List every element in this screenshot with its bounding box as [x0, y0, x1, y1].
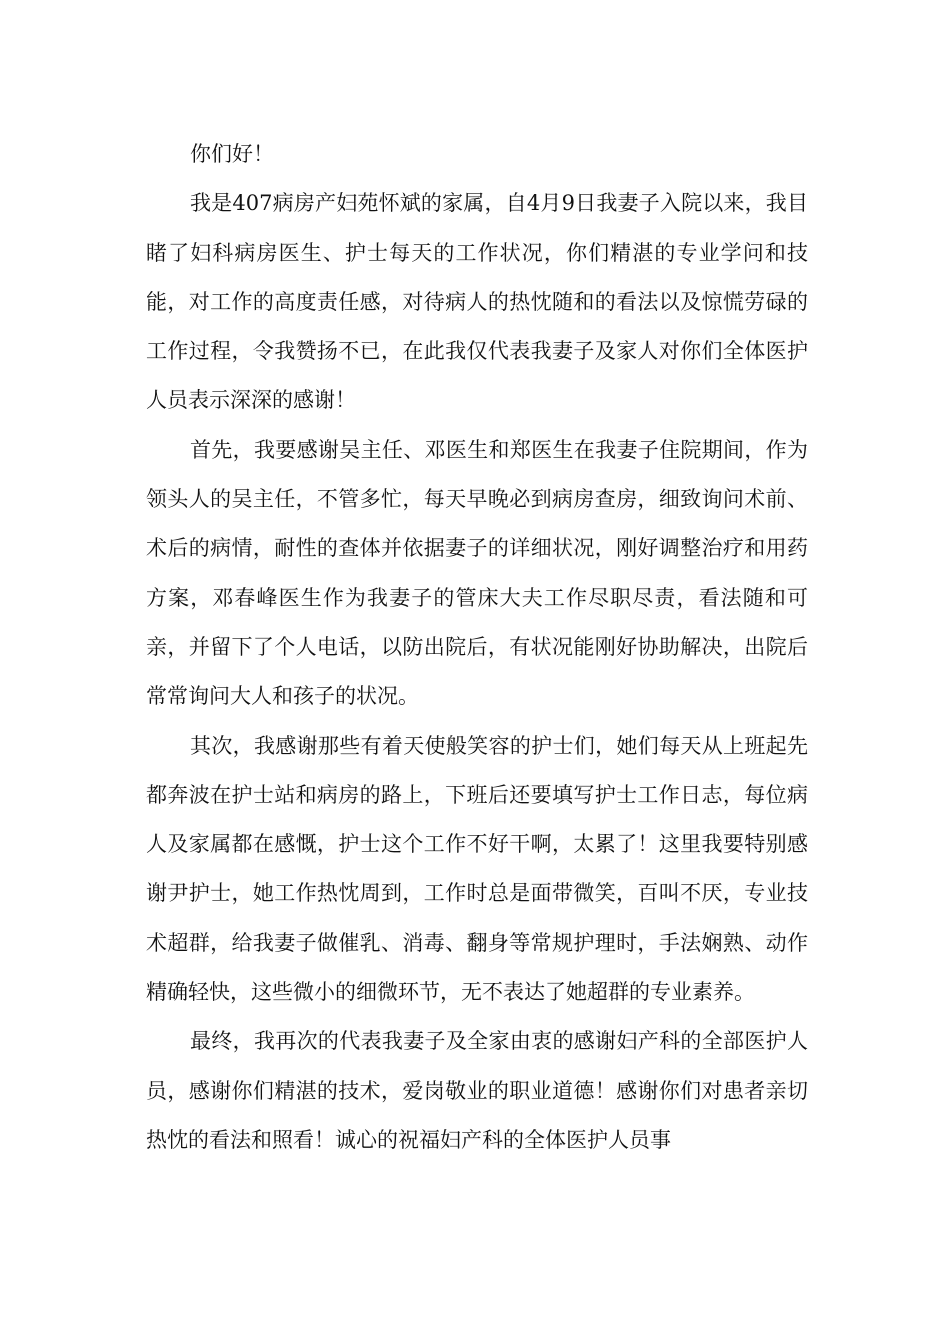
greeting: 你们好！	[190, 142, 274, 166]
paragraph-1: 我是407病房产妇苑怀斌的家属，自4月9日我妻子入院以来，我目睹了妇科病房医生、护士每天的工作状况，你们精湛的专业学问和技能，对工作的高度责任感，对待病人的热忱随和的看法以及惊慌劳碌的工作过程，令我赞扬不已，在此我仅代表我妻子及家人对你们全体医护人员表示深深的感谢！	[146, 191, 808, 413]
letter-body	[146, 130, 808, 1165]
paragraph-3: 其次，我感谢那些有着天使般笑容的护士们，她们每天从上班起先都奔波在护士站和病房的路上，下班后还要填写护士工作日志，每位病人及家属都在感慨，护士这个工作不好干啊，太累了！这里我要特别感谢尹护士，她工作热忱周到，工作时总是面带微笑，百叫不厌，专业技术超群，给我妻子做催乳、消毒、翻身等常规护理时，手法娴熟、动作精确轻快，这些微小的细微环节，无不表达了她超群的专业素养。	[146, 733, 808, 1005]
paragraph-4: 最终，我再次的代表我妻子及全家由衷的感谢妇产科的全部医护人员，感谢你们精湛的技术，爱岗敬业的职业道德！感谢你们对患者亲切热忱的看法和照看！诚心的祝福妇产科的全体医护人员事	[146, 1029, 808, 1152]
paragraph-2: 首先，我要感谢吴主任、邓医生和郑医生在我妻子住院期间，作为领头人的吴主任，不管多忙，每天早晚必到病房查房，细致询问术前、术后的病情，耐性的查体并依据妻子的详细状况，刚好调整治疗和用药方案，邓春峰医生作为我妻子的管床大夫工作尽职尽责，看法随和可亲，并留下了个人电话，以防出院后，有状况能刚好协助解决，出院后常常询问大人和孩子的状况。	[146, 437, 808, 709]
